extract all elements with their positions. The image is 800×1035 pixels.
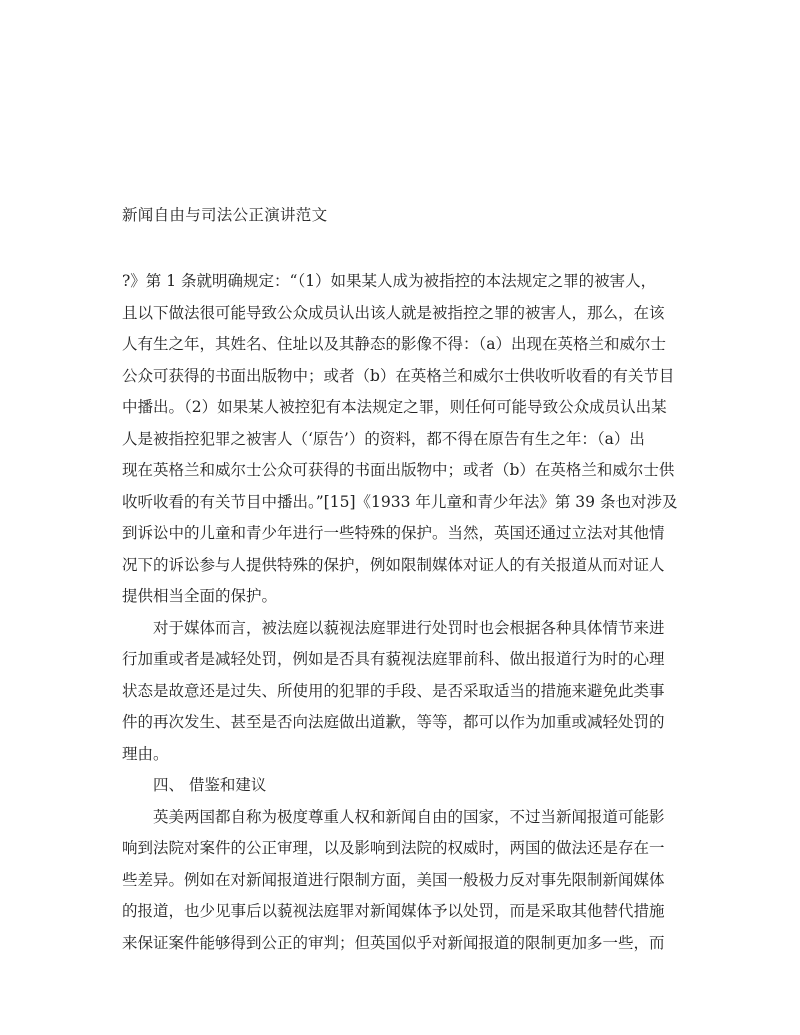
- document-body: [122, 266, 682, 959]
- text-line: 提供相当全面的保护。: [122, 587, 278, 605]
- text-line: 对于媒体而言，被法庭以藐视法庭罪进行处罚时也会根据各种具体情节来进: [153, 618, 665, 637]
- text-line: 收听收看的有关节目中播出。”[15]《1933 年儿童和青少年法》第 39 条也对涉及: [122, 492, 678, 511]
- text-line: 理由。: [122, 744, 169, 763]
- text-line: 来保证案件能够得到公正的审判；但英国似乎对新闻报道的限制更加多一些，而: [122, 933, 665, 952]
- text-line: ?》第 1 条就明确规定：“（1）如果某人成为被指控的本法规定之罪的被害人，: [122, 272, 657, 290]
- text-line: 且以下做法很可能导致公众成员认出该人就是被指控之罪的被害人，那么，在该: [122, 303, 665, 322]
- text-line: 况下的诉讼参与人提供特殊的保护，例如限制媒体对证人的有关报道从而对证人: [122, 555, 665, 574]
- text-line: 些差异。例如在对新闻报道进行限制方面，美国一般极力反对事先限制新闻媒体: [122, 870, 665, 889]
- text-line: 响到法院对案件的公正审理，以及影响到法院的权威时，两国的做法还是存在一: [122, 839, 665, 857]
- text-line: 件的再次发生、甚至是否向法庭做出道歉，等等，都可以作为加重或减轻处罚的: [122, 713, 665, 731]
- document-title: 新闻自由与司法公正演讲范文: [122, 206, 328, 224]
- text-line: 人是被指控犯罪之被害人（‘原告’）的资料，都不得在原告有生之年：（a）出: [122, 429, 645, 448]
- text-line: 中播出。（2）如果某人被控犯有本法规定之罪，则任何可能导致公众成员认出某: [122, 398, 667, 416]
- text-line: 状态是故意还是过失、所使用的犯罪的手段、是否采取适当的措施来避免此类事: [122, 681, 665, 700]
- text-line: 公众可获得的书面出版物中；或者（b）在英格兰和威尔士供收听收看的有关节目: [122, 366, 675, 385]
- text-line: 现在英格兰和威尔士公众可获得的书面出版物中；或者（b）在英格兰和威尔士供: [122, 461, 675, 479]
- text-line: 到诉讼中的儿童和青少年进行一些特殊的保护。当然，英国还通过立法对其他情: [122, 524, 665, 542]
- text-line: 行加重或者是减轻处罚，例如是否具有藐视法庭罪前科、做出报道行为时的心理: [122, 650, 665, 668]
- text-line: 人有生之年，其姓名、住址以及其静态的影像不得：（a）出现在英格兰和威尔士: [122, 335, 666, 353]
- text-line: 的报道，也少见事后以藐视法庭罪对新闻媒体予以处罚，而是采取其他替代措施: [122, 902, 665, 920]
- text-line: 四、 借鉴和建议: [153, 776, 267, 794]
- text-line: 英美两国都自称为极度尊重人权和新闻自由的国家，不过当新闻报道可能影: [153, 807, 665, 826]
